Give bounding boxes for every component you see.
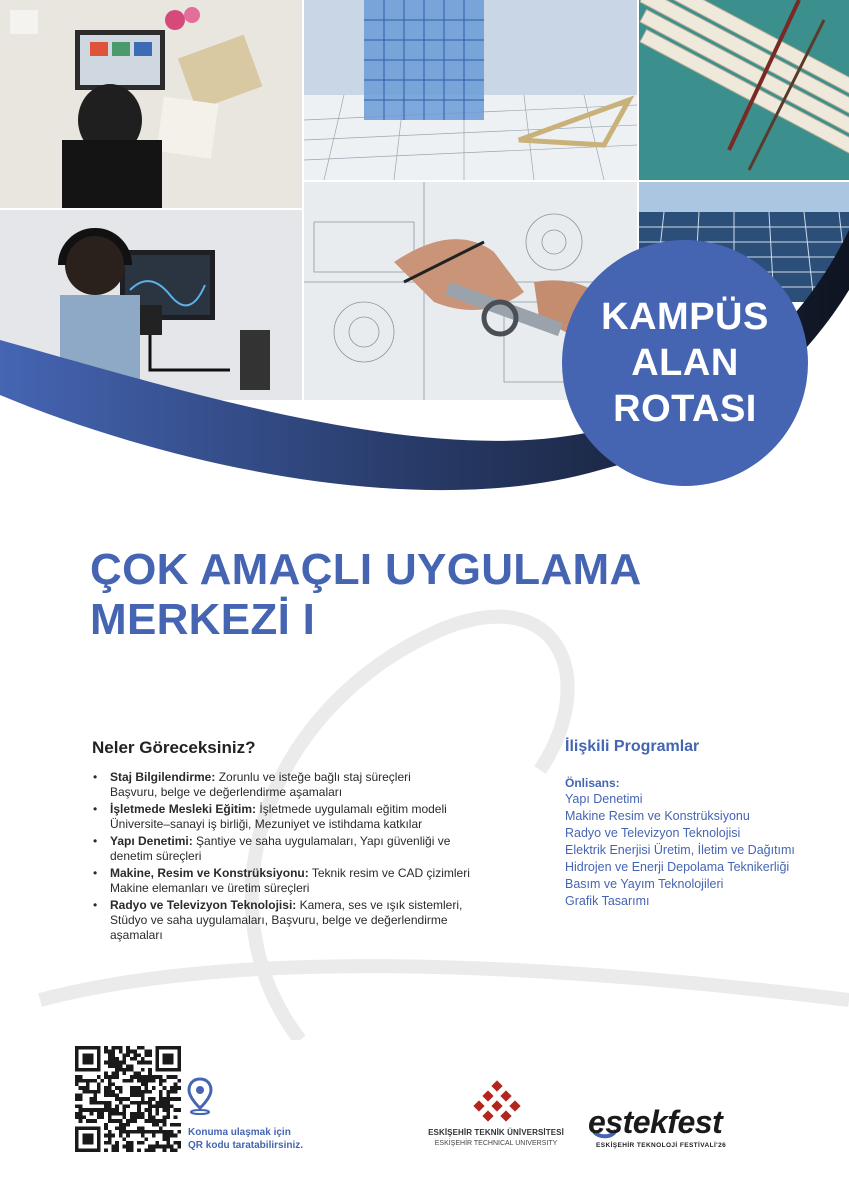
item-text: Başvuru, belge ve değerlendirme aşamaları [110,785,343,799]
program-item: Grafik Tasarımı [565,894,650,908]
list-item [90,866,510,896]
what-you-will-see-section [90,738,510,945]
item-text: Stüdyo ve saha uygulamaları, Başvuru, belge ve değerlendirme [110,913,448,927]
associate-degree-label: Önlisans: [565,776,620,790]
related-programs-section [565,738,845,910]
badge-line-1: KAMPÜS [601,296,769,338]
university-name-en: ESKİŞEHİR TECHNICAL UNIVERSITY [434,1140,558,1147]
campus-route-badge [562,240,808,486]
bullet-icon: • [93,770,98,784]
item-text: Şantiye ve saha uygulamaları, Yapı güvenliği ve [192,834,451,848]
program-item: Radyo ve Televizyon Teknolojisi [565,826,741,840]
page-title [90,545,642,645]
item-title: İşletmede Mesleki Eğitim: [110,802,257,816]
badge-line-2: ALAN [631,342,739,384]
list-item [90,802,510,832]
badge-line-3: ROTASI [613,388,757,430]
program-list [565,791,845,910]
program-item: Basım ve Yayım Teknolojileri [565,877,724,891]
festival-subtitle: ESKİŞEHİR TEKNOLOJİ FESTİVALİ'26 [596,1142,727,1149]
bullet-icon: • [93,834,98,848]
program-item: Elektrik Enerjisi Üretim, İletim ve Dağıtımı [565,843,795,857]
what-you-will-see-heading: Neler Göreceksiniz? [92,738,256,757]
item-text: Teknik resim ve CAD çizimleri [308,866,470,880]
university-name-tr: ESKİŞEHİR TEKNİK ÜNİVERSİTESİ [428,1128,564,1137]
item-text: Zorunlu ve isteğe bağlı staj süreçleri [215,770,411,784]
location-pin-icon [186,1077,214,1115]
bullet-icon: • [93,866,98,880]
item-title: Yapı Denetimi: [110,834,193,848]
item-title: Makine, Resim ve Konstrüksiyonu: [110,866,309,880]
what-you-will-see-list [90,770,510,943]
program-item: Makine Resim ve Konstrüksiyonu [565,809,750,823]
list-item [90,898,510,943]
item-text: İşletmede uygulamalı eğitim modeli [256,802,447,816]
item-text: denetim süreçleri [110,849,202,863]
bullet-icon: • [93,802,98,816]
list-item [90,834,510,864]
item-text: Üniversite–sanayi iş birliği, Mezuniyet ve istihdama katkılar [110,817,423,831]
title-line-1: ÇOK AMAÇLI UYGULAMA [90,545,642,594]
festival-logo: estekfest [588,1104,723,1140]
item-text: Kamera, ses ve ışık sistemleri, [296,898,463,912]
item-text: Makine elemanları ve üretim süreçleri [110,881,310,895]
university-logo [472,1080,522,1126]
title-line-2: MERKEZİ I [90,595,316,644]
program-item: Yapı Denetimi [565,792,643,806]
program-item: Hidrojen ve Enerji Depolama Teknikerliği [565,860,790,874]
qr-code[interactable] [75,1046,181,1152]
related-programs-heading: İlişkili Programlar [565,738,700,755]
qr-instruction-text: Konuma ulaşmak için QR kodu taratabilirsiniz. [188,1127,304,1151]
item-title: Radyo ve Televizyon Teknolojisi: [110,898,297,912]
item-text: aşamaları [110,928,163,942]
item-title: Staj Bilgilendirme: [110,770,216,784]
bullet-icon: • [93,898,98,912]
list-item [90,770,510,800]
